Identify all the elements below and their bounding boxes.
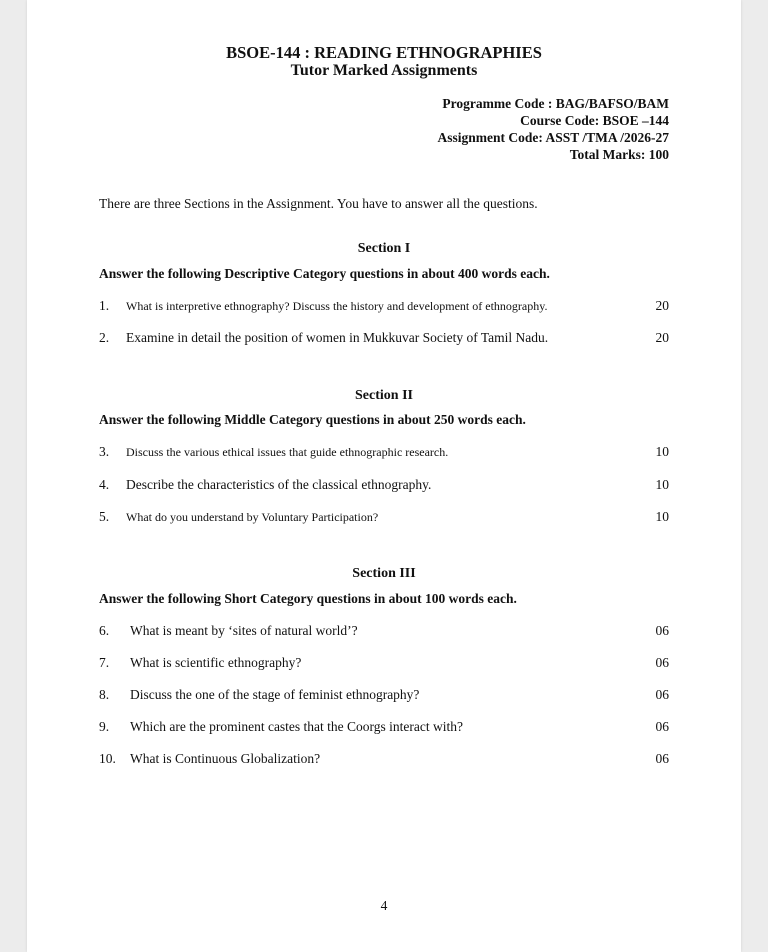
section-3-instruction: Answer the following Short Category questions in about 100 words each. <box>99 591 517 606</box>
question-text: Discuss the various ethical issues that guide ethnographic research. <box>126 445 449 459</box>
total-marks: Total Marks: 100 <box>569 147 669 162</box>
question-marks: 10 <box>655 509 669 524</box>
question-marks: 06 <box>655 719 669 734</box>
page-number: 4 <box>380 898 388 913</box>
assignment-code: Assignment Code: ASST /TMA /2026-27 <box>437 130 669 145</box>
question-marks: 06 <box>655 655 669 670</box>
question-marks: 10 <box>655 477 669 492</box>
question-number: 9. <box>99 719 110 734</box>
section-2-instruction: Answer the following Middle Category questions in about 250 words each. <box>99 412 526 427</box>
question-number: 8. <box>99 687 110 702</box>
question-text: Describe the characteristics of the classical ethnography. <box>126 477 432 492</box>
question-text: What is Continuous Globalization? <box>130 751 321 766</box>
course-code: Course Code: BSOE –144 <box>520 113 669 128</box>
question-marks: 06 <box>655 687 669 702</box>
document-subtitle: Tutor Marked Assignments <box>290 62 478 79</box>
intro-text: There are three Sections in the Assignment. You have to answer all the questions. <box>99 196 538 211</box>
question-number: 3. <box>99 444 110 459</box>
question-marks: 20 <box>655 330 669 345</box>
question-text: Which are the prominent castes that the Coorgs interact with? <box>130 719 464 734</box>
question-number: 10. <box>99 751 116 766</box>
document-page <box>27 0 741 952</box>
programme-code: Programme Code : BAG/BAFSO/BAM <box>442 96 669 111</box>
question-marks: 06 <box>655 751 669 766</box>
question-text: What is scientific ethnography? <box>130 655 302 670</box>
question-marks: 06 <box>655 623 669 638</box>
question-text: What is meant by ‘sites of natural world’? <box>130 623 358 638</box>
question-marks: 20 <box>655 298 669 313</box>
course-title: BSOE-144 : READING ETHNOGRAPHIES <box>226 43 542 62</box>
question-text: What do you understand by Voluntary Participation? <box>126 510 379 524</box>
section-3-title: Section III <box>352 566 416 581</box>
question-text: What is interpretive ethnography? Discuss the history and development of ethnography. <box>126 299 548 313</box>
question-number: 1. <box>99 298 110 313</box>
section-1-instruction: Answer the following Descriptive Category questions in about 400 words each. <box>99 266 550 281</box>
question-number: 6. <box>99 623 110 638</box>
question-marks: 10 <box>655 444 669 459</box>
section-2-title: Section II <box>355 388 413 403</box>
question-number: 2. <box>99 330 110 345</box>
question-number: 5. <box>99 509 110 524</box>
question-number: 4. <box>99 477 110 492</box>
question-text: Examine in detail the position of women in Mukkuvar Society of Tamil Nadu. <box>126 330 549 345</box>
question-number: 7. <box>99 655 110 670</box>
section-1-title: Section I <box>357 241 411 256</box>
question-text: Discuss the one of the stage of feminist ethnography? <box>130 687 420 702</box>
